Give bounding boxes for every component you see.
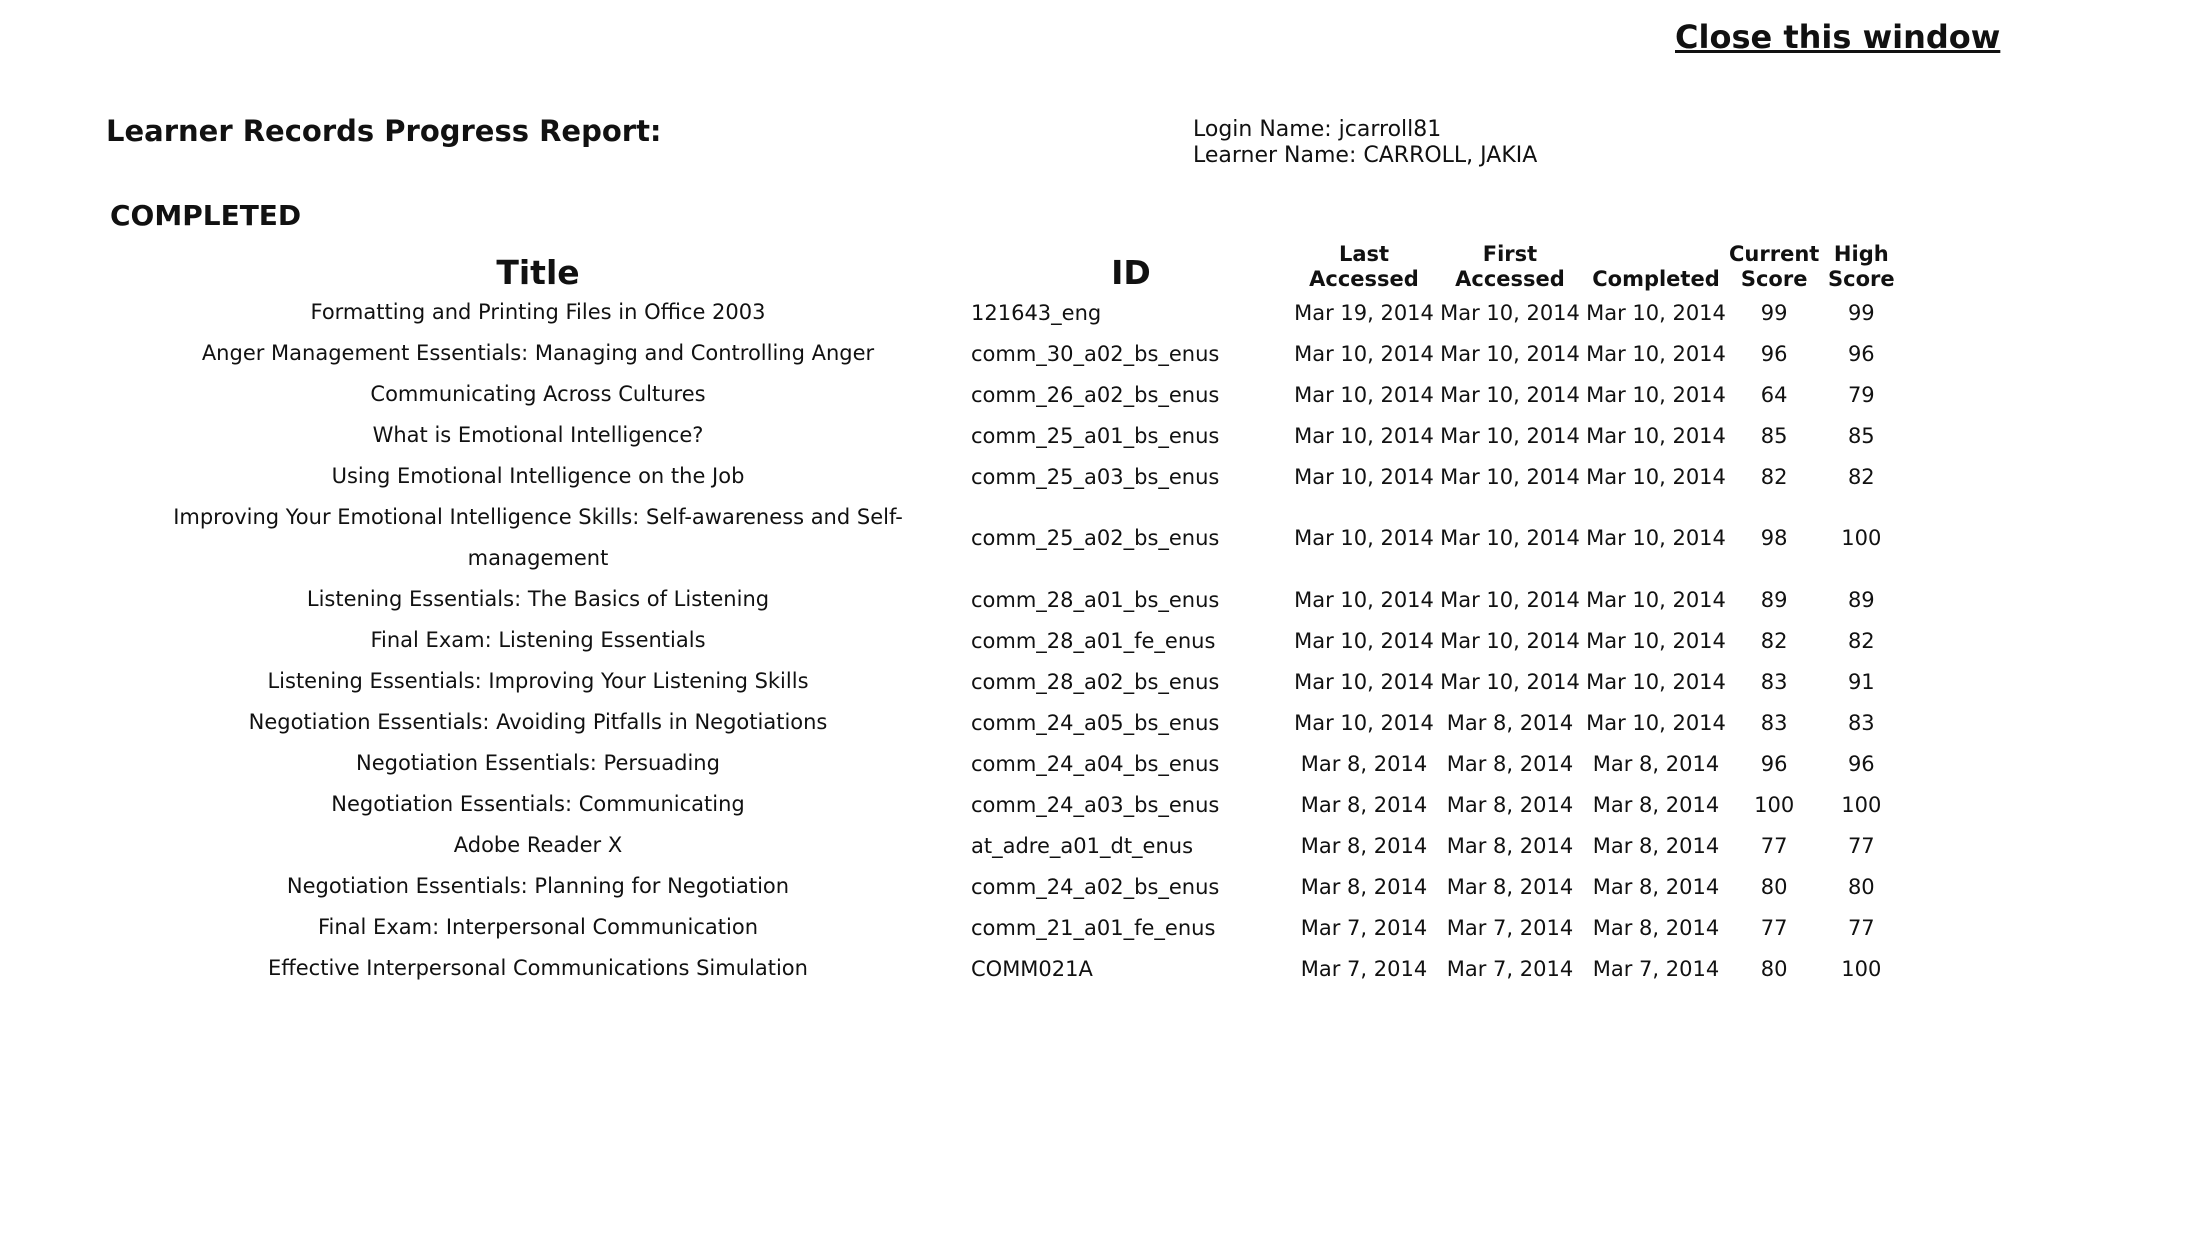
course-id: at_adre_a01_dt_enus: [971, 833, 1194, 858]
completed-date: Mar 10, 2014: [1586, 526, 1726, 550]
course-id: comm_24_a02_bs_enus: [971, 874, 1220, 899]
table-row: [105, 415, 1903, 456]
course-id: comm_30_a02_bs_enus: [971, 341, 1220, 366]
table-row: [105, 620, 1903, 661]
last-accessed-date: Mar 19, 2014: [1294, 300, 1434, 325]
current-score: 83: [1760, 710, 1788, 735]
last-accessed-date: Mar 8, 2014: [1300, 874, 1428, 899]
course-title: Using Emotional Intelligence on the Job: [331, 464, 745, 488]
column-header-completed: Completed: [1592, 267, 1720, 291]
completed-date: Mar 10, 2014: [1586, 587, 1726, 612]
current-score: 96: [1760, 751, 1788, 776]
course-title: Negotiation Essentials: Communicating: [331, 792, 745, 816]
section-label-completed: COMPLETED: [110, 199, 302, 232]
last-accessed-date: Mar 8, 2014: [1300, 792, 1428, 817]
completed-date: Mar 8, 2014: [1592, 792, 1720, 817]
course-title: Final Exam: Listening Essentials: [370, 628, 706, 652]
course-id: COMM021A: [971, 956, 1093, 981]
first-accessed-date: Mar 8, 2014: [1446, 710, 1574, 735]
learner-name: Learner Name: CARROLL, JAKIA: [1193, 143, 1538, 168]
high-score: 82: [1847, 628, 1875, 653]
current-score: 98: [1760, 526, 1788, 550]
course-title: Negotiation Essentials: Avoiding Pitfalls in Negotiations: [248, 710, 828, 734]
completed-date: Mar 10, 2014: [1586, 464, 1726, 489]
column-header-current-score: Current Score: [1729, 242, 1820, 291]
table-row: [105, 661, 1903, 702]
course-id: comm_25_a01_bs_enus: [971, 423, 1220, 448]
high-score: 100: [1841, 792, 1882, 817]
current-score: 82: [1760, 628, 1788, 653]
table-row: [105, 374, 1903, 415]
completed-date: Mar 10, 2014: [1586, 382, 1726, 407]
last-accessed-date: Mar 7, 2014: [1300, 956, 1428, 981]
course-id: 121643_eng: [971, 300, 1102, 325]
completed-date: Mar 10, 2014: [1586, 628, 1726, 653]
first-accessed-date: Mar 8, 2014: [1446, 751, 1574, 776]
high-score: 82: [1847, 464, 1875, 489]
course-title: Communicating Across Cultures: [370, 382, 706, 406]
table-row: [105, 292, 1903, 333]
completed-records-table: [105, 240, 1903, 989]
completed-date: Mar 10, 2014: [1586, 423, 1726, 448]
first-accessed-date: Mar 10, 2014: [1440, 526, 1580, 550]
last-accessed-date: Mar 7, 2014: [1300, 915, 1428, 940]
table-row: [105, 743, 1903, 784]
completed-date: Mar 10, 2014: [1586, 300, 1726, 325]
first-accessed-date: Mar 8, 2014: [1446, 833, 1574, 858]
course-title: Listening Essentials: The Basics of Listening: [306, 587, 770, 611]
course-title: Adobe Reader X: [453, 833, 623, 857]
first-accessed-date: Mar 10, 2014: [1440, 669, 1580, 694]
course-title: Negotiation Essentials: Persuading: [356, 751, 720, 775]
course-title: Final Exam: Interpersonal Communication: [317, 915, 758, 939]
current-score: 77: [1760, 915, 1788, 940]
first-accessed-date: Mar 10, 2014: [1440, 300, 1580, 325]
first-accessed-date: Mar 8, 2014: [1446, 874, 1574, 899]
last-accessed-date: Mar 10, 2014: [1294, 341, 1434, 366]
course-title: Negotiation Essentials: Planning for Negotiation: [286, 874, 790, 898]
course-id: comm_28_a01_bs_enus: [971, 587, 1220, 612]
high-score: 91: [1847, 669, 1875, 694]
high-score: 77: [1847, 833, 1875, 858]
column-header-first-accessed: First Accessed: [1455, 242, 1565, 291]
last-accessed-date: Mar 10, 2014: [1294, 669, 1434, 694]
table-row: [105, 702, 1903, 743]
high-score: 99: [1847, 300, 1875, 325]
course-title: What is Emotional Intelligence?: [372, 423, 704, 447]
current-score: 82: [1760, 464, 1788, 489]
course-id: comm_28_a02_bs_enus: [971, 669, 1220, 694]
current-score: 89: [1760, 587, 1788, 612]
first-accessed-date: Mar 10, 2014: [1440, 382, 1580, 407]
last-accessed-date: Mar 8, 2014: [1300, 751, 1428, 776]
completed-date: Mar 8, 2014: [1592, 874, 1720, 899]
column-header-last-accessed: Last Accessed: [1309, 242, 1419, 291]
first-accessed-date: Mar 7, 2014: [1446, 956, 1574, 981]
course-title: Formatting and Printing Files in Office 2003: [310, 300, 766, 324]
first-accessed-date: Mar 8, 2014: [1446, 792, 1574, 817]
column-header-id: ID: [1111, 253, 1151, 292]
current-score: 99: [1760, 300, 1788, 325]
course-id: comm_21_a01_fe_enus: [971, 915, 1216, 940]
current-score: 83: [1760, 669, 1788, 694]
table-row: [105, 784, 1903, 825]
first-accessed-date: Mar 10, 2014: [1440, 423, 1580, 448]
course-id: comm_26_a02_bs_enus: [971, 382, 1220, 407]
completed-date: Mar 10, 2014: [1586, 341, 1726, 366]
course-id: comm_24_a04_bs_enus: [971, 751, 1220, 776]
current-score: 80: [1760, 956, 1788, 981]
last-accessed-date: Mar 10, 2014: [1294, 423, 1434, 448]
table-row: [105, 948, 1903, 989]
completed-date: Mar 8, 2014: [1592, 833, 1720, 858]
course-title: Anger Management Essentials: Managing and Controlling Anger: [201, 341, 875, 365]
high-score: 100: [1841, 526, 1882, 550]
completed-date: Mar 8, 2014: [1592, 751, 1720, 776]
current-score: 80: [1760, 874, 1788, 899]
current-score: 96: [1760, 341, 1788, 366]
course-id: comm_24_a03_bs_enus: [971, 792, 1220, 817]
high-score: 79: [1847, 382, 1875, 407]
course-id: comm_25_a03_bs_enus: [971, 464, 1220, 489]
current-score: 77: [1760, 833, 1788, 858]
high-score: 96: [1847, 341, 1875, 366]
course-id: comm_25_a02_bs_enus: [971, 526, 1220, 550]
high-score: 80: [1847, 874, 1875, 899]
table-header-row: [105, 240, 1903, 292]
close-window-link[interactable]: Close this window: [1675, 18, 2001, 56]
last-accessed-date: Mar 10, 2014: [1294, 587, 1434, 612]
table-row: [105, 825, 1903, 866]
last-accessed-date: Mar 10, 2014: [1294, 526, 1434, 550]
last-accessed-date: Mar 10, 2014: [1294, 710, 1434, 735]
high-score: 96: [1847, 751, 1875, 776]
last-accessed-date: Mar 10, 2014: [1294, 382, 1434, 407]
completed-date: Mar 10, 2014: [1586, 669, 1726, 694]
current-score: 64: [1760, 382, 1788, 407]
table-row: [105, 866, 1903, 907]
high-score: 83: [1847, 710, 1875, 735]
report-title: Learner Records Progress Report:: [106, 114, 662, 148]
table-row: [105, 907, 1903, 948]
completed-date: Mar 10, 2014: [1586, 710, 1726, 735]
high-score: 77: [1847, 915, 1875, 940]
column-header-high-score: High Score: [1828, 242, 1895, 291]
current-score: 100: [1754, 792, 1795, 817]
table-row: [105, 579, 1903, 620]
high-score: 89: [1847, 587, 1875, 612]
completed-date: Mar 8, 2014: [1592, 915, 1720, 940]
login-name: Login Name: jcarroll81: [1193, 117, 1442, 142]
high-score: 100: [1841, 956, 1882, 981]
completed-date: Mar 7, 2014: [1592, 956, 1720, 981]
current-score: 85: [1760, 423, 1788, 448]
last-accessed-date: Mar 10, 2014: [1294, 464, 1434, 489]
course-id: comm_24_a05_bs_enus: [971, 710, 1220, 735]
table-row: [105, 497, 1903, 579]
first-accessed-date: Mar 10, 2014: [1440, 464, 1580, 489]
first-accessed-date: Mar 10, 2014: [1440, 628, 1580, 653]
course-title: Effective Interpersonal Communications Simulation: [268, 956, 808, 980]
last-accessed-date: Mar 8, 2014: [1300, 833, 1428, 858]
course-id: comm_28_a01_fe_enus: [971, 628, 1216, 653]
last-accessed-date: Mar 10, 2014: [1294, 628, 1434, 653]
high-score: 85: [1847, 423, 1875, 448]
table-row: [105, 456, 1903, 497]
table-body: [105, 292, 1903, 989]
first-accessed-date: Mar 10, 2014: [1440, 341, 1580, 366]
course-title: Improving Your Emotional Intelligence Skills: Self-awareness and Self-management: [173, 505, 903, 570]
column-header-title: Title: [496, 253, 580, 292]
learner-info: [1193, 117, 1537, 169]
first-accessed-date: Mar 10, 2014: [1440, 587, 1580, 612]
course-title: Listening Essentials: Improving Your Listening Skills: [267, 669, 809, 693]
table-row: [105, 333, 1903, 374]
first-accessed-date: Mar 7, 2014: [1446, 915, 1574, 940]
